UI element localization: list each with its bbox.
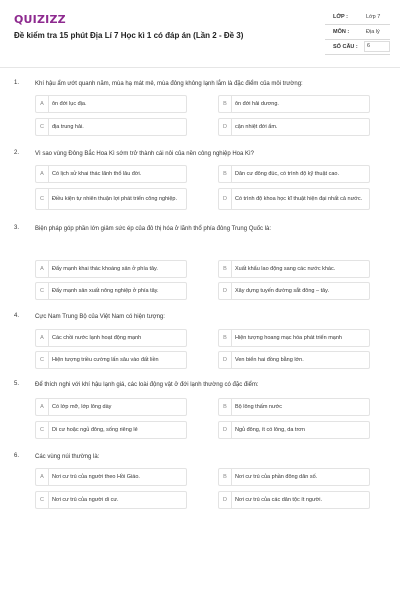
meta-row-class [325,10,390,25]
option-letter: A [36,330,49,346]
meta-value-subject: Địa lý [366,29,380,35]
option-letter: B [219,96,232,112]
option-text: Di cư hoặc ngủ đông, sống riêng lẻ [52,426,138,433]
meta-label-class: LỚP : [333,14,348,20]
option-c[interactable] [35,421,187,439]
option-text: Có lớp mỡ, lớp lông dày [52,403,112,410]
worksheet-header [0,0,400,70]
option-text: Có lịch sử khai thác lãnh thổ lâu đời. [52,170,142,177]
option-text: Nơi cư trú của người theo Hồi Giáo. [52,473,140,480]
question-text: Vì sao vùng Đông Bắc Hoa Kì sớm trở thành cái nôi của nền công nghiệp Hoa Kì? [35,151,254,157]
option-text: ôn đới hải dương. [235,100,279,107]
option-c[interactable] [35,188,187,210]
option-text: Xây dựng tuyến đường sắt đông – tây. [235,287,330,294]
option-letter: D [219,492,232,508]
option-b[interactable] [218,165,370,183]
question-number: 1. [14,80,20,86]
option-a[interactable] [35,329,187,347]
option-letter: A [36,469,49,485]
quizizz-logo: QUIZIZZ [14,13,66,26]
option-text: Dân cư đông đúc, có trình độ kỹ thuật cao. [235,170,339,177]
option-a[interactable] [35,398,187,416]
option-text: Đẩy mạnh khai thác khoáng sản ở phía tây. [52,265,158,272]
option-text: địa trung hải. [52,123,84,130]
question-text: Biện pháp góp phần lớn giảm sức ép của đô thị hóa ở lãnh thổ phía đông Trung Quốc là: [35,226,272,232]
meta-row-subject [325,25,390,40]
question-number: 4. [14,313,20,319]
option-letter: B [219,399,232,415]
option-d[interactable] [218,188,370,210]
option-a[interactable] [35,165,187,183]
question-number: 3. [14,225,20,231]
option-letter: D [219,119,232,135]
option-letter: A [36,96,49,112]
question-number: 2. [14,150,20,156]
option-letter: B [219,330,232,346]
option-text: Điều kiện tự nhiên thuận lợi phát triển công nghiệp. [52,195,178,202]
option-letter: C [36,189,49,209]
option-b[interactable] [218,398,370,416]
option-letter: B [219,166,232,182]
option-letter: B [219,261,232,277]
option-b[interactable] [218,260,370,278]
question-number: 5. [14,381,20,387]
option-text: ôn đới lục địa. [52,100,87,107]
worksheet-title: Đề kiểm tra 15 phút Địa Lí 7 Học kì 1 có đáp án (Lần 2 - Đề 3) [14,31,244,40]
question-text: Cực Nam Trung Bộ của Việt Nam có hiện tượng: [35,314,165,320]
option-text: Nơi cư trú của các dân tộc ít người. [235,496,323,503]
option-text: Xuất khẩu lao động sang các nước khác. [235,265,336,272]
option-a[interactable] [35,468,187,486]
meta-row-question-count [325,40,390,55]
option-d[interactable] [218,351,370,369]
option-letter: D [219,352,232,368]
option-letter: A [36,166,49,182]
option-text: Có trình độ khoa học kĩ thuật hiện đại nhất cả nước. [235,195,363,202]
option-text: Các chồi nước lạnh hoạt động mạnh [52,334,142,341]
option-d[interactable] [218,118,370,136]
option-text: Ven biển hai đồng bằng lớn. [235,356,304,363]
option-letter: C [36,422,49,438]
option-letter: B [219,469,232,485]
meta-label-subject: MÔN : [333,29,350,35]
option-d[interactable] [218,282,370,300]
option-a[interactable] [35,95,187,113]
worksheet-meta [325,10,390,55]
option-letter: D [219,422,232,438]
option-b[interactable] [218,329,370,347]
option-d[interactable] [218,421,370,439]
option-letter: C [36,352,49,368]
option-c[interactable] [35,351,187,369]
option-text: Ngủ đông, ít có lông, da trơn [235,426,305,433]
option-text: Nơi cư trú của người di cư. [52,496,119,503]
option-letter: D [219,189,232,209]
option-text: Bộ lông thấm nước [235,403,283,410]
option-c[interactable] [35,282,187,300]
option-a[interactable] [35,260,187,278]
option-text: Nơi cư trú của phần đông dân số. [235,473,318,480]
meta-label-question-count: SỐ CÂU : [333,44,358,50]
option-letter: D [219,283,232,299]
option-text: Hiện tượng triều cường lấn sâu vào đất liền [52,356,159,363]
header-divider [0,67,400,68]
option-d[interactable] [218,491,370,509]
option-b[interactable] [218,95,370,113]
meta-value-class: Lớp 7 [366,14,381,20]
question-text: Các vùng núi thường là: [35,454,100,460]
option-text: Hiện tượng hoang mạc hóa phát triển mạnh [235,334,342,341]
option-letter: C [36,119,49,135]
option-letter: C [36,283,49,299]
meta-value-question-count: 6 [364,41,390,52]
question-text: Khí hậu ẩm ướt quanh năm, mùa hạ mát mẻ, mùa đông không lạnh lắm là đặc điểm của môi trường: [35,81,303,87]
option-letter: A [36,261,49,277]
option-text: cận nhiệt đới ẩm. [235,123,278,130]
option-c[interactable] [35,118,187,136]
option-letter: C [36,492,49,508]
question-number: 6. [14,453,20,459]
option-letter: A [36,399,49,415]
question-text: Để thích nghi với khí hậu lạnh giá, các loài động vật ở đới lạnh thường có đặc điểm: [35,382,259,388]
option-b[interactable] [218,468,370,486]
option-text: Đẩy mạnh sản xuất nông nghiệp ở phía tây. [52,287,159,294]
option-c[interactable] [35,491,187,509]
